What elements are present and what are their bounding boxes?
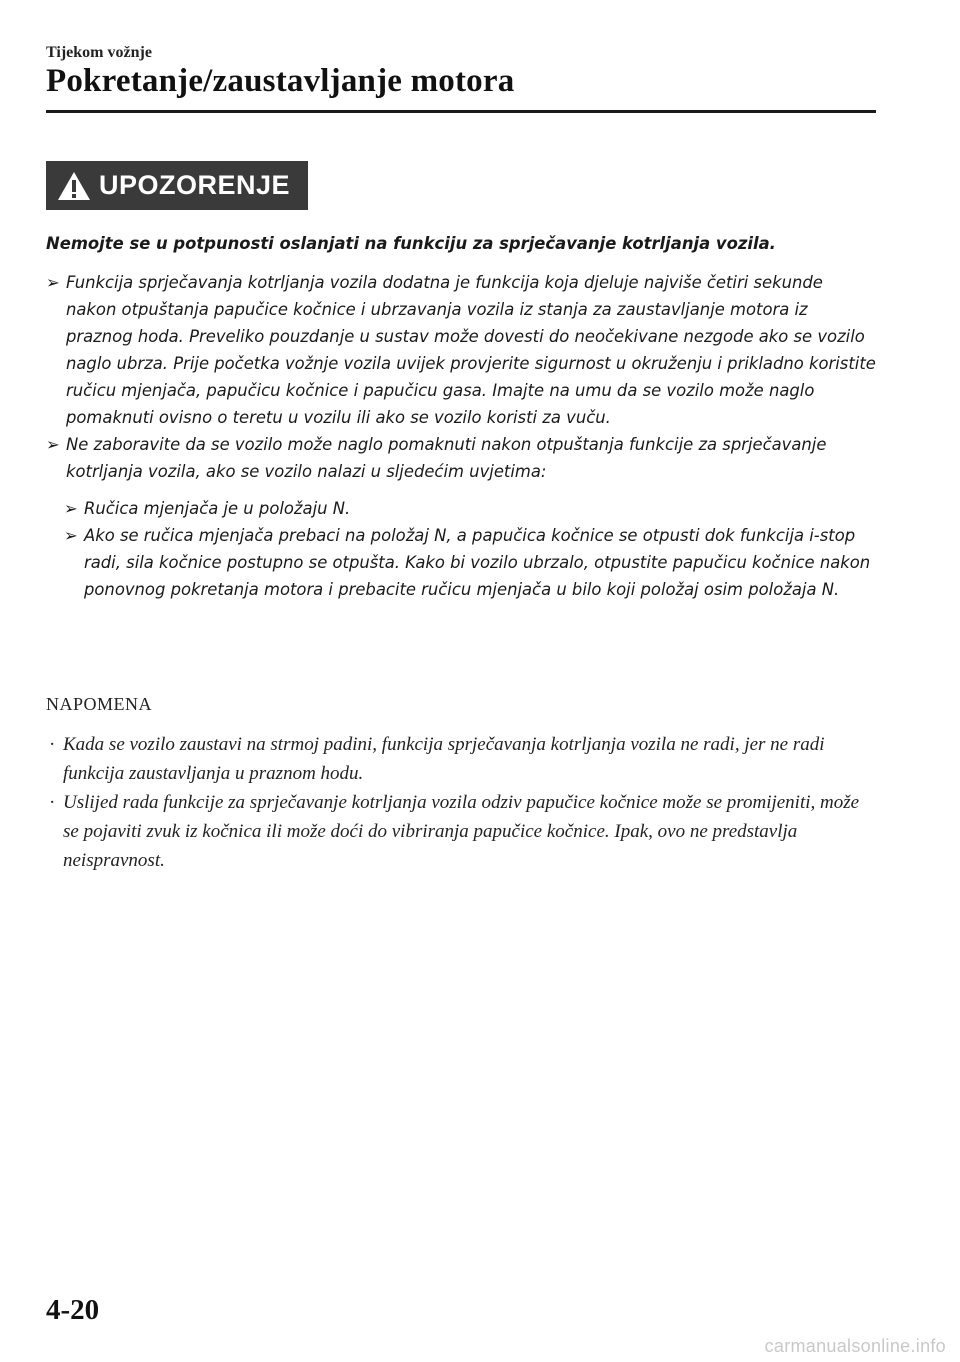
page-number: 4-20 [46, 1294, 100, 1326]
arrow-bullet-icon: ➢ [64, 499, 78, 518]
warning-sub-bullet [64, 495, 876, 522]
warning-label: UPOZORENJE [99, 170, 291, 200]
warning-bullet [46, 431, 876, 485]
dot-bullet-icon: · [49, 734, 56, 755]
section-label: Tijekom vožnje [46, 44, 152, 61]
warning-icon [57, 170, 91, 202]
note-item [46, 730, 876, 788]
note-item-text: Kada se vozilo zaustavi na strmoj padini, funkcija sprječavanja kotrljanja vozila ne radi, jer ne radi funkcija zaustavljanja u praznom hodu. [63, 734, 825, 784]
page-title: Pokretanje/zaustavljanje motora [46, 63, 515, 99]
warning-sub-bullet-text: Ručica mjenjača je u položaju N. [84, 499, 351, 518]
arrow-bullet-icon: ➢ [46, 435, 60, 454]
note-item-text: Uslijed rada funkcije za sprječavanje kotrljanja vozila odziv papučice kočnice može se promijeniti, može se pojaviti zvuk iz kočnica ili može doći do vibriranja papučice kočnice. Ipak, ovo ne predstavlja neispravnost. [63, 792, 860, 871]
warning-bullet-text: Funkcija sprječavanja kotrljanja vozila dodatna je funkcija koja djeluje najviše četiri sekunde nakon otpuštanja papučice kočnice i ubrzavanja vozila iz stanja za zaustavljanje motora iz praznog hoda. Preveliko pouzdanje u sustav može dovesti do neočekivane nezgode ako se vozilo naglo ubrza. Prije početka vožnje vozila uvijek provjerite sigurnost u okruženju i prikladno koristite ručicu mjenjača, papučicu kočnice i papučicu gasa. Imajte na umu da se vozilo može naglo pomaknuti ovisno o teretu u vozilu ili ako se vozilo koristi za vuču. [66, 273, 876, 427]
warning-bullet [46, 269, 876, 431]
note-heading: NAPOMENA [46, 694, 153, 714]
note-content [46, 730, 876, 875]
title-divider [46, 110, 876, 113]
warning-sub-bullet [64, 522, 876, 603]
dot-bullet-icon: · [49, 792, 56, 813]
arrow-bullet-icon: ➢ [64, 526, 78, 545]
watermark: carmanualsonline.info [764, 1336, 946, 1356]
warning-bullet-text: Ne zaboravite da se vozilo može naglo pomaknuti nakon otpuštanja funkcije za sprječavanje kotrljanja vozila, ako se vozilo nalazi u sljedećim uvjetima: [66, 435, 827, 481]
warning-heading: Nemojte se u potpunosti oslanjati na funkciju za sprječavanje kotrljanja vozila. [46, 234, 776, 253]
warning-sub-bullet-text: Ako se ručica mjenjača prebaci na položaj N, a papučica kočnice se otpusti dok funkcija i-stop radi, sila kočnice postupno se otpušta. Kako bi vozilo ubrzalo, otpustite papučicu kočnice nakon ponovnog pokretanja motora i prebacite ručicu mjenjača u bilo koji položaj osim položaja N. [84, 526, 871, 599]
note-item [46, 788, 876, 875]
arrow-bullet-icon: ➢ [46, 273, 60, 292]
warning-content [46, 230, 876, 603]
warning-banner [46, 161, 308, 210]
